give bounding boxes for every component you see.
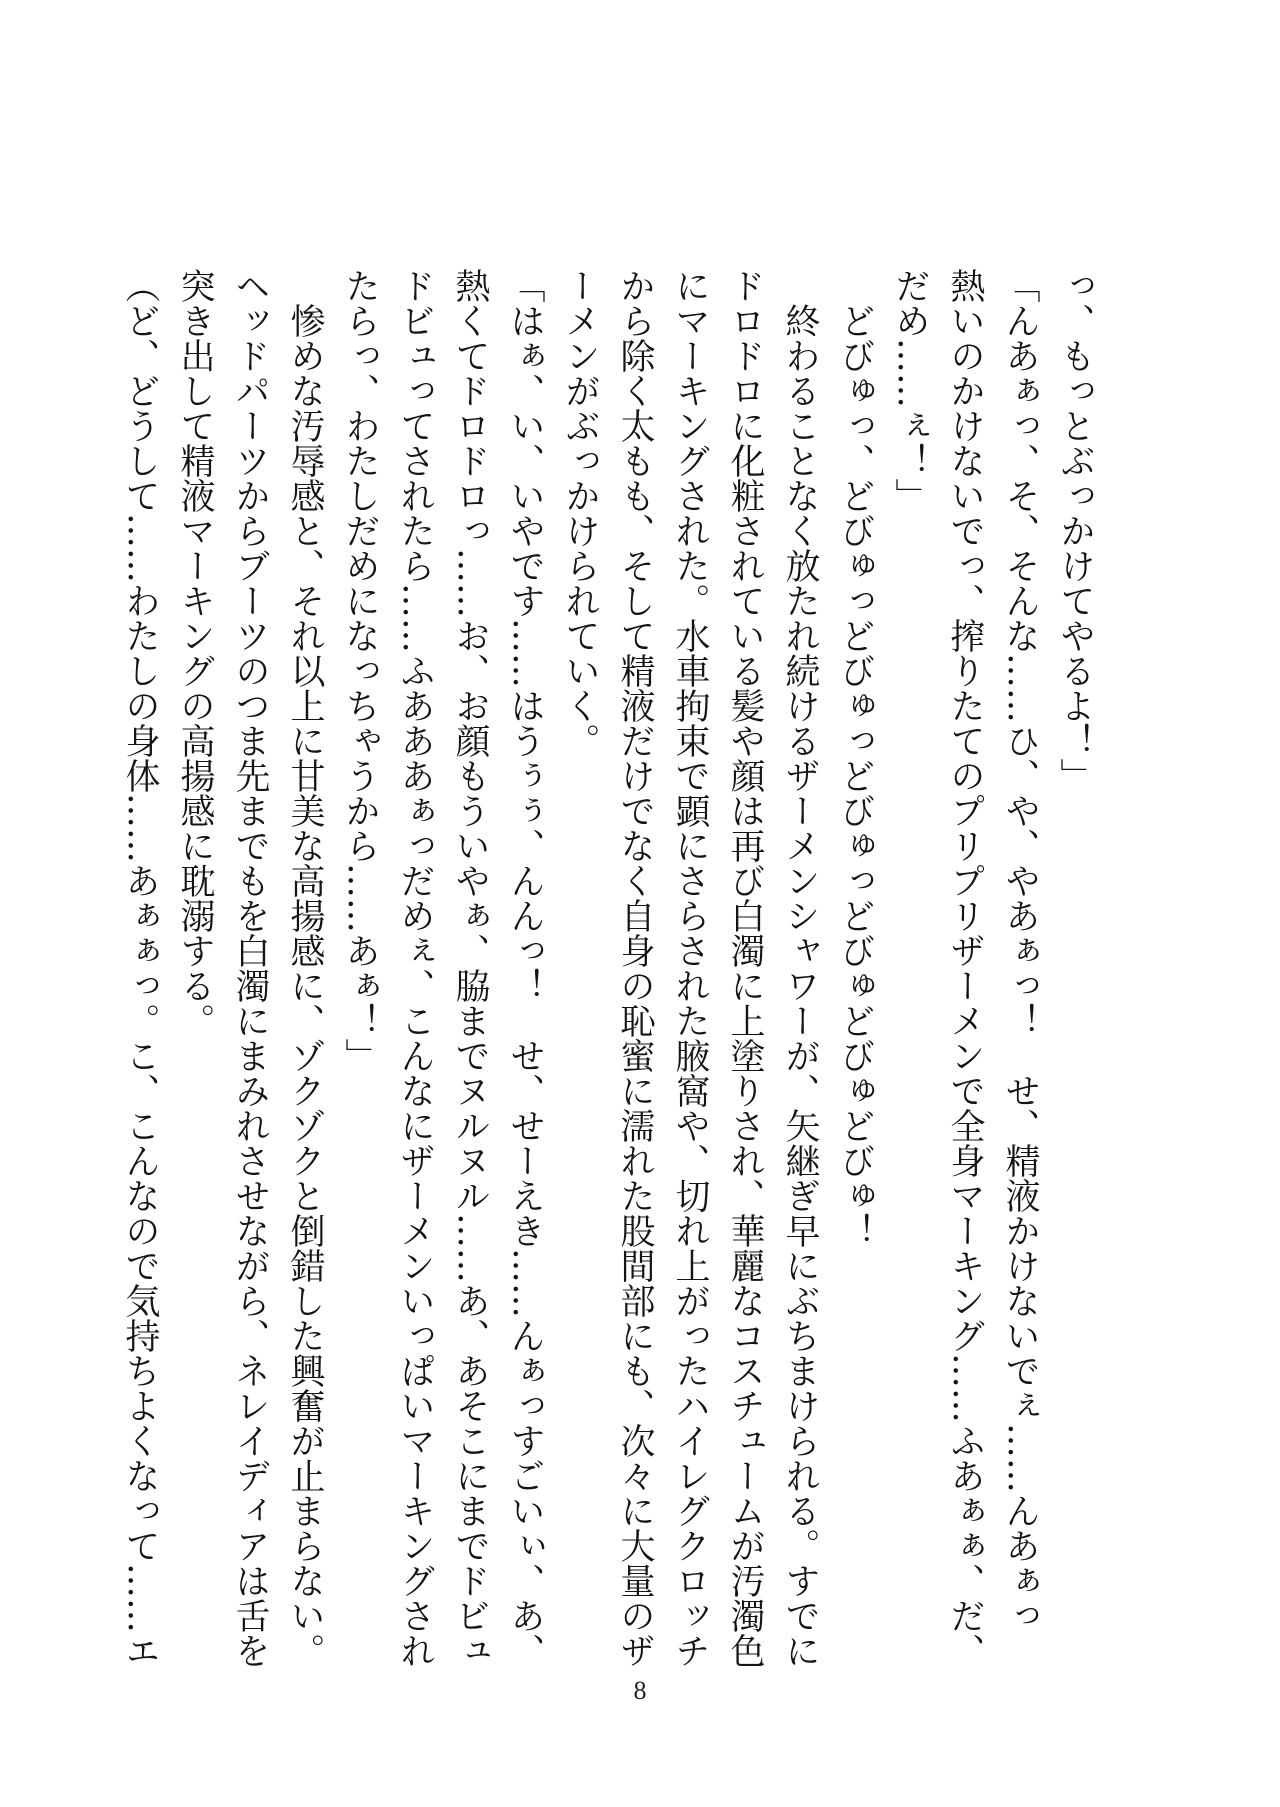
text-line: ドロドロに化粧されている髪や顔は再び白濁に上塗りされ、華麗なコスチュームが汚濁色 — [725, 268, 765, 1668]
text-line: だめ……ぇ！」 — [890, 268, 930, 513]
text-line: っ、もっとぶっかけてやるよ！」 — [1055, 268, 1095, 793]
text-line: どびゅっ、どびゅっどびゅっどびゅっどびゅどびゅどびゅ！ — [835, 268, 875, 1248]
text-line: 熱いのかけないでっ、搾りたてのプリプリザーメンで全身マーキング……ふあぁぁ、だ、 — [945, 268, 985, 1668]
text-line: 終わることなく放たれ続けるザーメンシャワーが、矢継ぎ早にぶちまけられる。すでに — [780, 268, 820, 1668]
text-line: ヘッドパーツからブーツのつま先までもを白濁にまみれさせながら、ネレイディアは舌を — [230, 268, 270, 1668]
text-line: たらっ、わたしだめになっちゃうから……あぁ！」 — [340, 268, 380, 1073]
text-line: にマーキングされた。水車拘束で顕にさらされた腋窩や、切れ上がったハイレグクロッチ — [670, 268, 710, 1668]
text-line: （ど、どうして……わたしの身体……あぁぁっ。こ、こんなので気持ちよくなって……エ — [120, 268, 160, 1668]
text-line: から除く太もも、そして精液だけでなく自身の恥蜜に濡れた股間部にも、次々に大量のザ — [615, 268, 655, 1668]
page-number: 8 — [633, 1676, 647, 1705]
text-line: 惨めな汚辱感と、それ以上に甘美な高揚感に、ゾクゾクと倒錯した興奮が止まらない。 — [285, 268, 325, 1668]
text-line: 「んあぁっ、そ、そんな……ひ、や、やあぁっ！ せ、精液かけないでぇ……んあぁっ — [1000, 268, 1040, 1633]
text-line: 突き出して精液マーキングの高揚感に耽溺する。 — [175, 268, 215, 1038]
novel-text-body — [120, 268, 1102, 1688]
text-line: 「はぁ、い、いやです……はうぅぅ、んんっ！ せ、せーえき……んぁっすごいぃ、あ、 — [505, 268, 545, 1668]
text-line: 熱くてドロドロっ……お、お顔もういやぁ、脇までヌルヌル……あ、あそこにまでドビュ — [450, 268, 490, 1668]
text-line: ーメンがぶっかけられていく。 — [560, 268, 600, 758]
text-line: ドビュってされたら……ふあああぁっだめぇ、こんなにザーメンいっぱいマーキングされ — [395, 268, 435, 1668]
